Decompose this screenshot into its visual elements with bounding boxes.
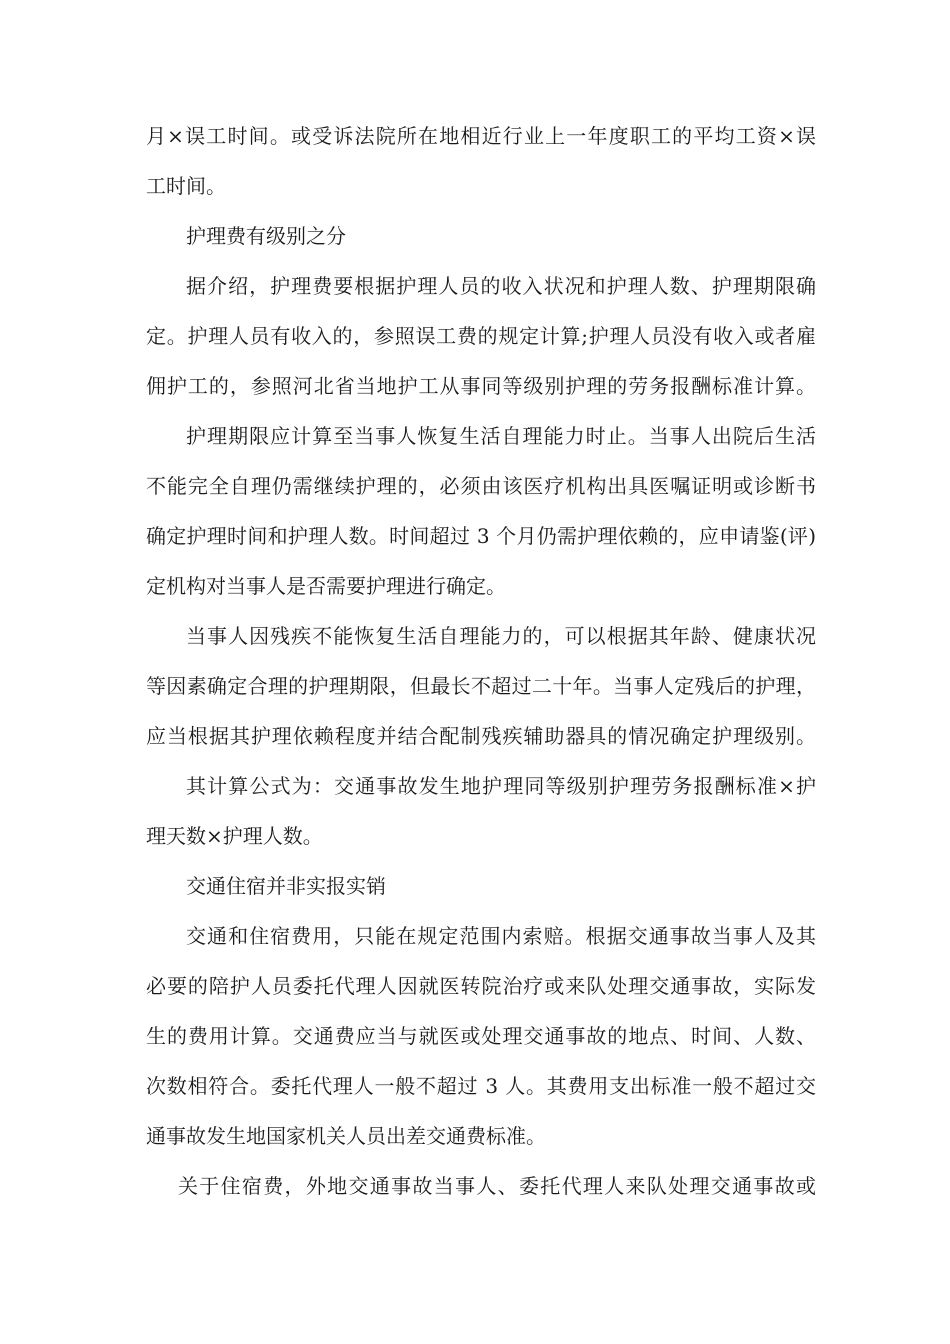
text-line: 月×误工时间。或受诉法院所在地相近行业上一年度职工的平均工资×误 [146, 124, 816, 148]
text-line: 定机构对当事人是否需要护理进行确定。 [146, 574, 506, 598]
text-line: 不能完全自理仍需继续护理的，必须由该医疗机构出具医嘱证明或诊断书 [146, 474, 816, 498]
text-line: 必要的陪护人员委托代理人因就医转院治疗或来队处理交通事故，实际发 [146, 974, 816, 998]
text-line: 应当根据其护理依赖程度并结合配制残疾辅助器具的情况确定护理级别。 [146, 724, 816, 748]
text-line: 定。护理人员有收入的，参照误工费的规定计算;护理人员没有收入或者雇 [146, 324, 816, 348]
text-line: 护理期限应计算至当事人恢复生活自理能力时止。当事人出院后生活 [186, 424, 816, 448]
text-line: 等因素确定合理的护理期限，但最长不超过二十年。当事人定残后的护理， [146, 674, 816, 698]
section-heading: 护理费有级别之分 [186, 224, 346, 248]
text-line: 关于住宿费，外地交通事故当事人、委托代理人来队处理交通事故或 [178, 1174, 816, 1198]
text-line: 理天数×护理人数。 [146, 824, 323, 848]
text-line: 其计算公式为：交通事故发生地护理同等级别护理劳务报酬标准×护 [186, 774, 816, 798]
text-line: 次数相符合。委托代理人一般不超过 3 人。其费用支出标准一般不超过交 [146, 1074, 816, 1098]
text-line: 据介绍，护理费要根据护理人员的收入状况和护理人数、护理期限确 [186, 274, 816, 298]
text-line: 交通和住宿费用，只能在规定范围内索赔。根据交通事故当事人及其 [186, 924, 816, 948]
text-line: 工时间。 [146, 174, 226, 198]
text-line: 生的费用计算。交通费应当与就医或处理交通事故的地点、时间、人数、 [146, 1024, 816, 1048]
text-line: 通事故发生地国家机关人员出差交通费标准。 [146, 1124, 546, 1148]
text-line: 佣护工的，参照河北省当地护工从事同等级别护理的劳务报酬标准计算。 [146, 374, 816, 398]
text-line: 当事人因残疾不能恢复生活自理能力的，可以根据其年龄、健康状况 [186, 624, 816, 648]
section-heading: 交通住宿并非实报实销 [186, 874, 386, 898]
text-line: 确定护理时间和护理人数。时间超过 3 个月仍需护理依赖的，应申请鉴(评) [146, 524, 816, 548]
